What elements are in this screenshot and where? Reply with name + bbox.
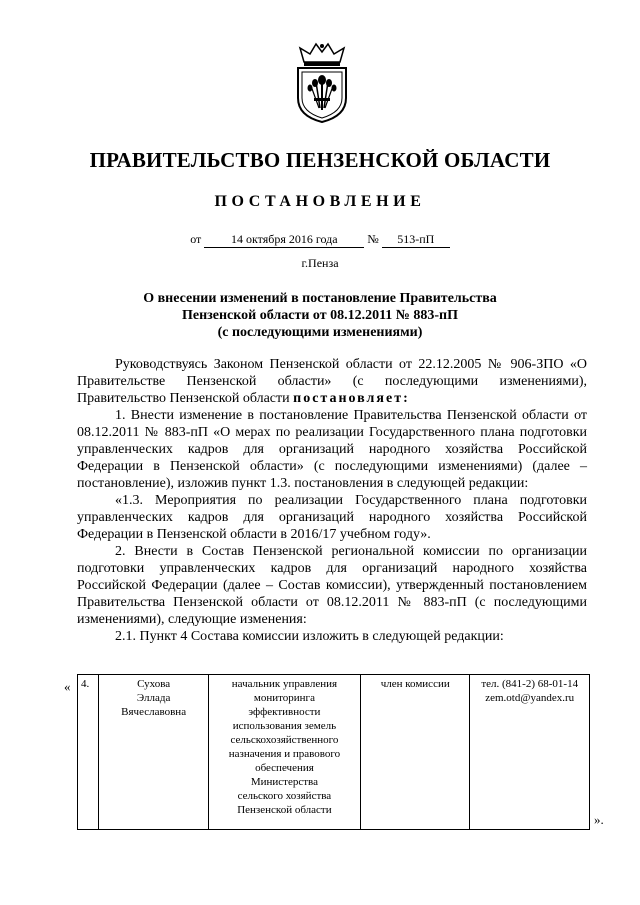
document-type: ПОСТАНОВЛЕНИЕ	[214, 193, 426, 210]
position-line: назначения и правового	[228, 748, 341, 760]
paragraph-item-2-1: 2.1. Пункт 4 Состава комиссии изложить в следующей редакции:	[115, 629, 504, 644]
city: г.Пенза	[301, 256, 339, 270]
heading-line: О внесении изменений в постановление Правительства	[143, 291, 497, 306]
paragraph-item-2: 2. Внести в Состав Пензенской региональной комиссии по организации подготовки управленческих кадров для организаций народного хозяйства Российской Федерации (далее – Состав комиссии), утвержденный постановлением Правительства Пензенской области от 08.12.2011 № 883-пП (с последующими изменениями), следующие изменения:	[77, 544, 587, 627]
cell-position	[208, 675, 360, 830]
heading-line: (с последующими изменениями)	[217, 325, 423, 340]
position-line: Пензенской области	[237, 804, 332, 816]
position-line: мониторинга	[253, 692, 315, 704]
document-date: 14 октября 2016 года	[204, 232, 364, 248]
paragraph-preamble	[77, 356, 587, 407]
position-line: использования земель	[232, 720, 337, 732]
preamble-emphasis: постановляет:	[293, 391, 410, 406]
table-quote-close: ».	[594, 812, 604, 827]
position-line: сельскохозяйственного	[230, 734, 339, 746]
document-heading	[60, 290, 580, 341]
preamble-text: Руководствуясь Законом Пензенской области от 22.12.2005 № 906-ЗПО «О Правительстве Пензенской области» (с последующими изменениями), Правительство Пензенской области	[77, 357, 587, 406]
position-line: эффективности	[248, 706, 321, 718]
document-number: 513-пП	[382, 232, 450, 248]
contact-email: zem.otd@yandex.ru	[485, 692, 575, 704]
commission-members-table	[77, 674, 590, 830]
position-line: Министерства	[250, 776, 318, 788]
contact-phone: тел. (841-2) 68-01-14	[481, 678, 579, 690]
cell-name	[99, 675, 208, 830]
cell-role: член комиссии	[361, 675, 470, 830]
number-prefix: №	[367, 232, 379, 246]
date-prefix: от	[190, 232, 202, 246]
penza-coat-of-arms-icon	[290, 40, 354, 124]
paragraph-item-1: 1. Внести изменение в постановление Правительства Пензенской области от 08.12.2011 № 883-пП «О мерах по реализации Государственного плана подготовки управленческих кадров для организаций народного хозяйства Российской Федерации в Пензенской области» (с последующими изменениями) (далее – постановление), изложив пункт 1.3. постановления в следующей редакции:	[77, 408, 587, 491]
position-line: сельского хозяйства	[237, 790, 332, 802]
position-line: начальник управления	[231, 678, 338, 690]
date-number-line	[0, 232, 640, 248]
paragraph-item-1-3: «1.3. Мероприятия по реализации Государственного плана подготовки управленческих кадров для организаций народного хозяйства Российской Федерации в Пензенской области в 2016/17 учебном году».	[77, 493, 587, 542]
cell-number: 4.	[78, 675, 99, 830]
table-quote-open: «	[64, 679, 71, 694]
cell-contacts	[470, 675, 590, 830]
heading-line: Пензенской области от 08.12.2011 № 883-пП	[181, 308, 458, 323]
position-line: обеспечения	[255, 762, 314, 774]
name-line: Сухова	[137, 678, 171, 690]
name-line: Эллада	[136, 692, 171, 704]
name-line: Вячеславовна	[121, 706, 187, 718]
table-row	[78, 675, 590, 830]
document-body	[77, 356, 587, 645]
coat-of-arms-icon	[290, 40, 354, 124]
org-title: ПРАВИТЕЛЬСТВО ПЕНЗЕНСКОЙ ОБЛАСТИ	[89, 148, 551, 172]
